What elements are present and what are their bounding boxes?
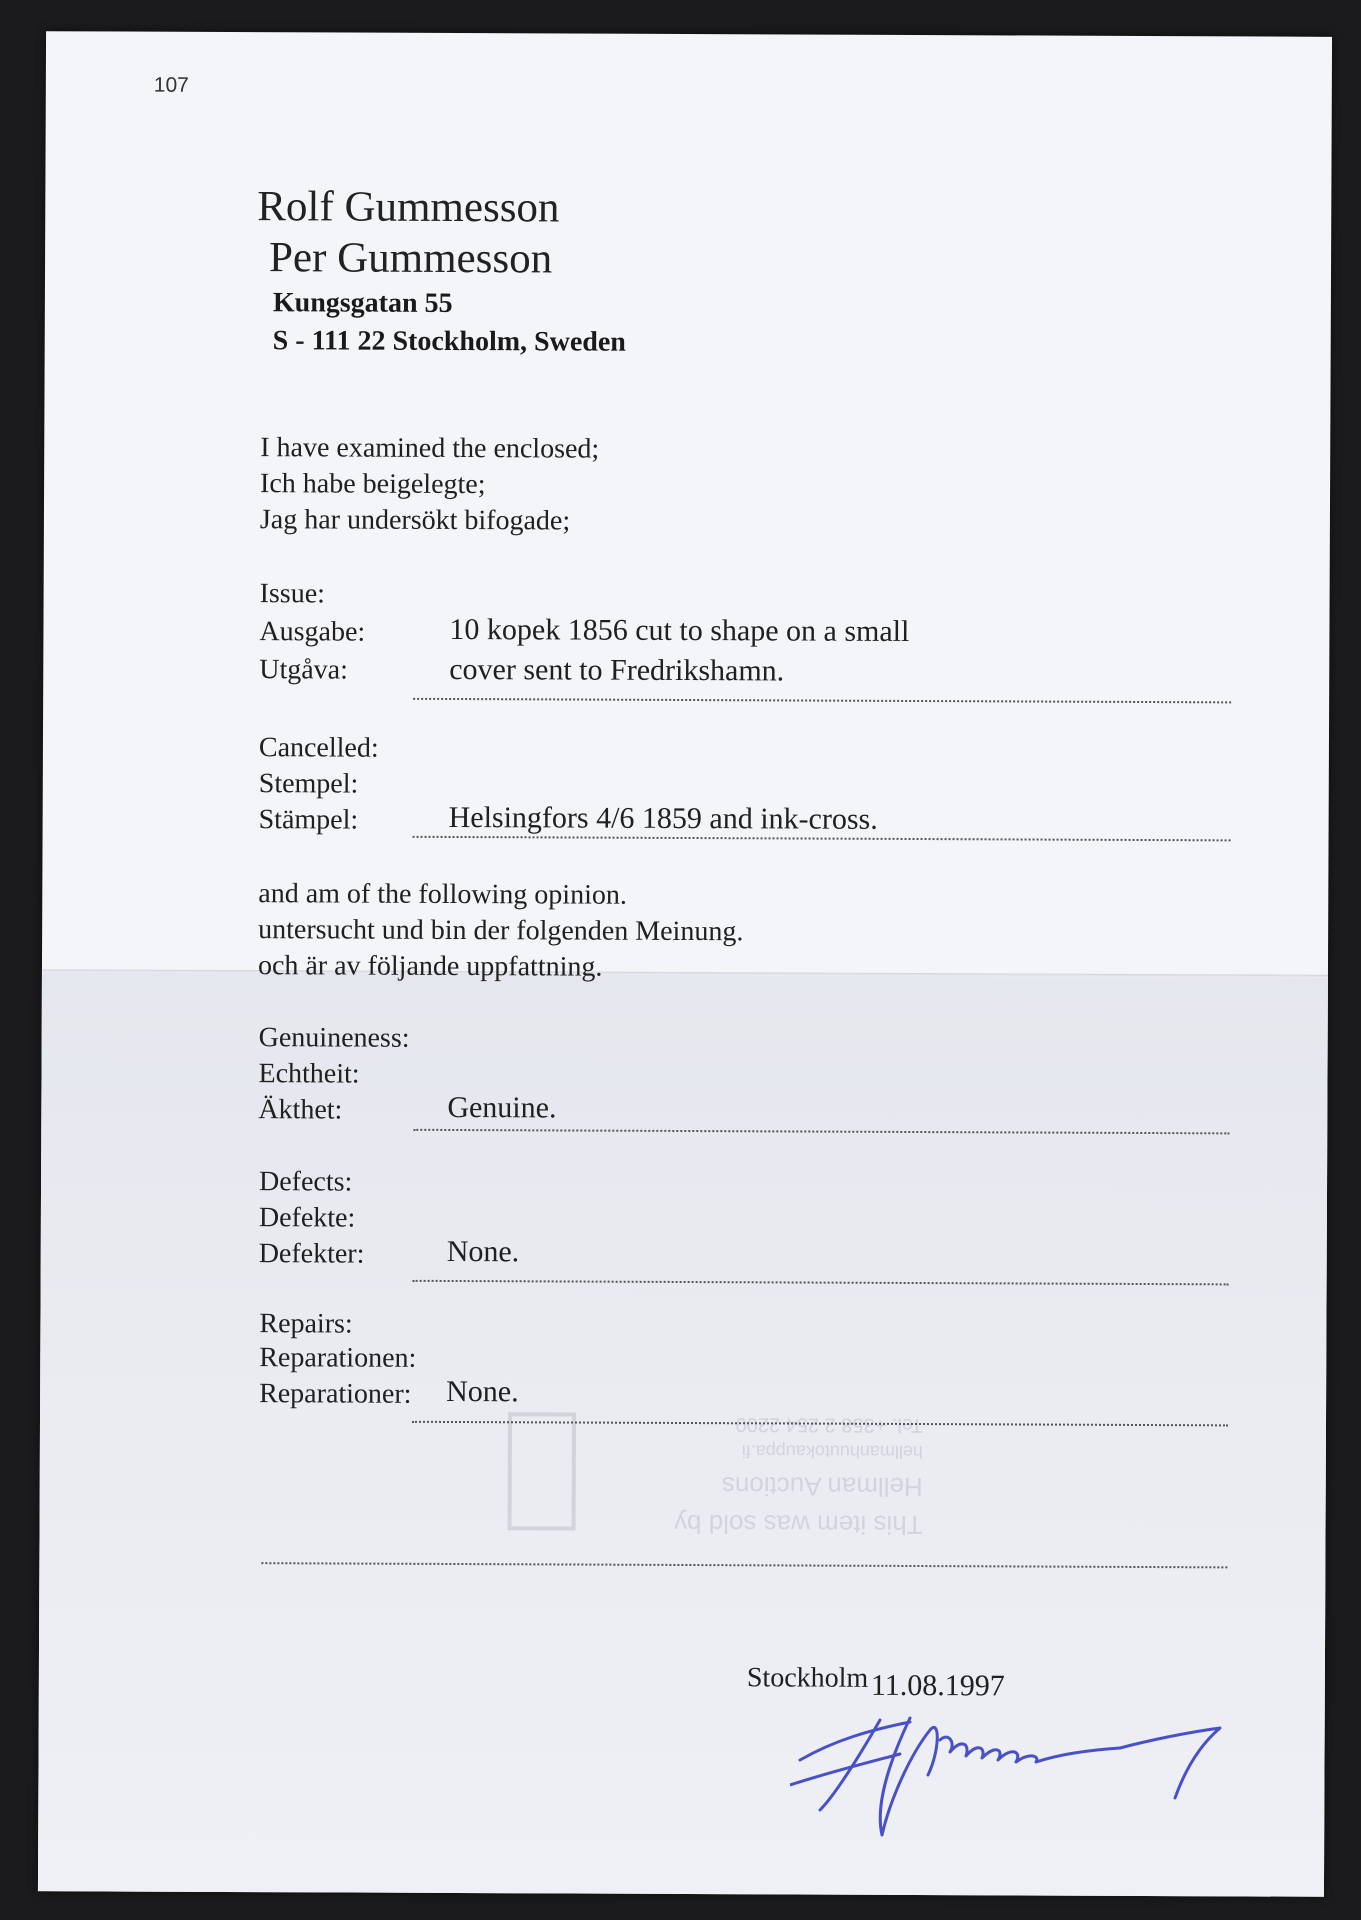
issue-value-line1: 10 kopek 1856 cut to shape on a small [449, 612, 910, 648]
address-street: Kungsgatan 55 [272, 287, 453, 319]
expert-name-2: Per Gummesson [268, 234, 553, 283]
genuineness-label-sv: Äkthet: [258, 1094, 343, 1126]
genuineness-label-en: Genuineness: [258, 1022, 410, 1054]
stamp-logo-icon [508, 1412, 577, 1530]
repairs-value: None. [446, 1374, 519, 1409]
opinion-line-en: and am of the following opinion. [258, 878, 627, 911]
intro-line-en: I have examined the enclosed; [260, 432, 600, 465]
genuineness-value: Genuine. [447, 1090, 557, 1125]
address-city: S - 111 22 Stockholm, Sweden [272, 325, 626, 358]
stamp-line-2: Hellman Auctions [721, 1471, 923, 1503]
auction-stamp [487, 1388, 943, 1560]
expert-name-1: Rolf Gummesson [257, 183, 560, 232]
repairs-label-en: Repairs: [259, 1308, 353, 1340]
issue-label-de: Ausgabe: [259, 616, 366, 648]
stamp-line-3: hellmanhuutokauppa.fi [741, 1441, 923, 1463]
defects-label-sv: Defekter: [258, 1238, 365, 1270]
issue-dotted-line [413, 698, 1231, 704]
date: 11.08.1997 [870, 1668, 1005, 1703]
place: Stockholm [746, 1662, 869, 1694]
opinion-line-sv: och är av följande uppfattning. [257, 950, 603, 983]
defects-label-de: Defekte: [258, 1202, 356, 1234]
intro-line-sv: Jag har undersökt bifogade; [259, 504, 571, 537]
issue-value-line2: cover sent to Fredrikshamn. [449, 652, 785, 688]
opinion-line-de: untersucht und bin der folgenden Meinung. [258, 914, 744, 948]
page-number: 107 [153, 73, 189, 97]
defects-label-en: Defects: [258, 1166, 353, 1198]
repairs-label-de: Reparationen: [259, 1342, 417, 1374]
defects-value: None. [446, 1234, 520, 1269]
cancelled-dotted-line [413, 836, 1231, 842]
cancelled-label-en: Cancelled: [258, 732, 379, 764]
intro-line-de: Ich habe beigelegte; [260, 468, 486, 501]
stamp-line-1: This item was sold by [673, 1508, 923, 1541]
genuineness-label-de: Echtheit: [258, 1058, 360, 1090]
issue-label-en: Issue: [259, 578, 326, 610]
cancelled-value: Helsingfors 4/6 1859 and ink-cross. [448, 800, 878, 836]
cancelled-label-de: Stempel: [258, 768, 359, 800]
signature-icon [790, 1700, 1250, 1850]
cancelled-label-sv: Stämpel: [258, 804, 359, 836]
issue-label-sv: Utgåva: [259, 654, 348, 686]
stamp-line-4: Tel. +358 2 254 2200 [735, 1413, 924, 1437]
repairs-label-sv: Reparationer: [259, 1378, 412, 1410]
certificate-paper [38, 31, 1332, 1897]
